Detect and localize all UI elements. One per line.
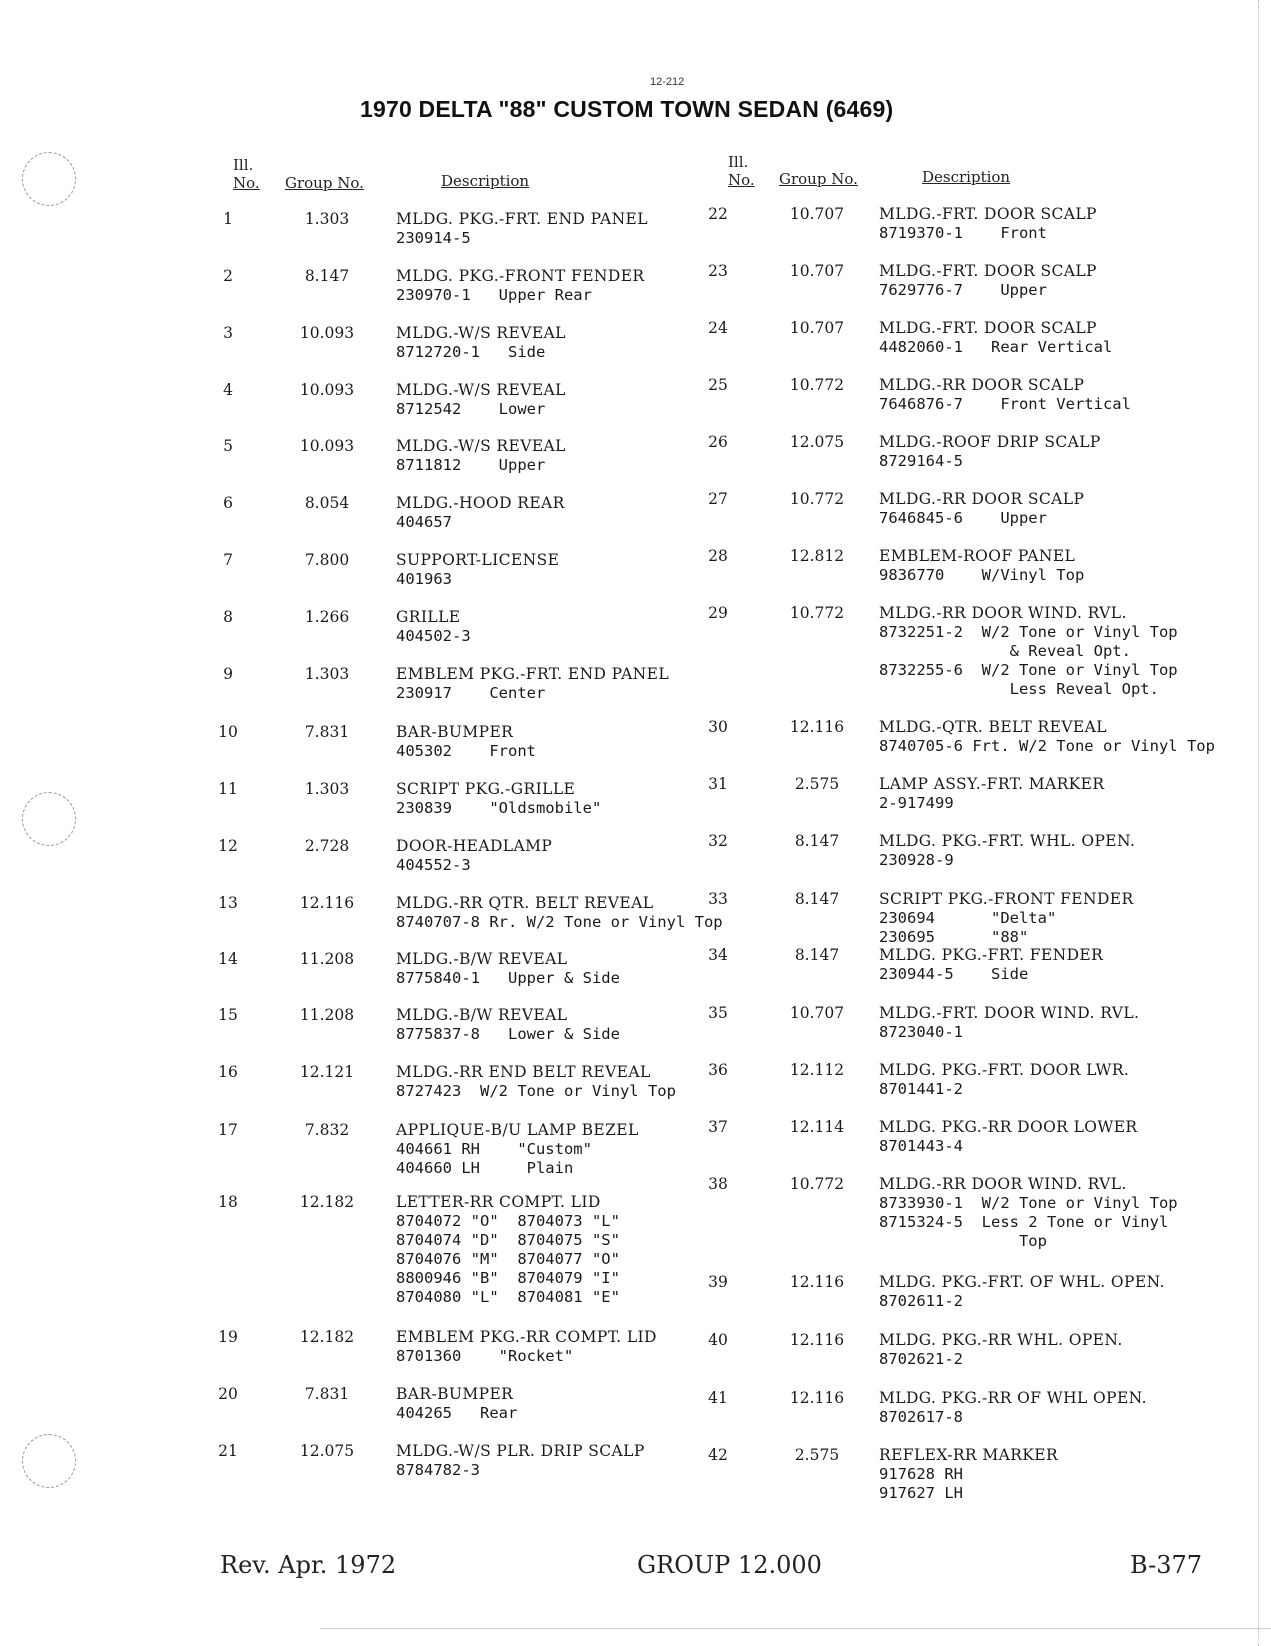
part-number-line: 230839 "Oldsmobile"	[396, 799, 602, 817]
group-number: 8.147	[304, 267, 350, 285]
ill-number: 12	[218, 837, 238, 855]
part-name: LETTER-RR COMPT. LID	[396, 1193, 601, 1211]
ill-number: 37	[708, 1118, 728, 1136]
ill-number: 27	[708, 490, 728, 508]
group-number: 7.800	[304, 551, 350, 569]
part-description	[396, 894, 723, 932]
ill-number: 20	[218, 1385, 238, 1403]
part-description	[879, 604, 1178, 699]
part-description	[879, 946, 1103, 984]
group-number: 12.116	[789, 718, 845, 736]
part-description	[879, 890, 1134, 947]
group-number: 7.832	[304, 1121, 350, 1139]
part-name: MLDG.-RR DOOR WIND. RVL.	[879, 604, 1127, 622]
ill-number: 32	[708, 832, 728, 850]
part-number-line: 404502-3	[396, 627, 471, 645]
ill-number: 40	[708, 1331, 728, 1349]
part-name: GRILLE	[396, 608, 461, 626]
part-name: MLDG.-B/W REVEAL	[396, 950, 568, 968]
part-description	[879, 490, 1084, 528]
header-description-left: Description	[441, 172, 530, 190]
part-name: MLDG.-HOOD REAR	[396, 494, 565, 512]
part-number-line: 8727423 W/2 Tone or Vinyl Top	[396, 1082, 676, 1100]
ill-number: 5	[223, 437, 233, 455]
part-description	[396, 780, 601, 818]
hole-punch-middle	[22, 792, 76, 846]
part-name: MLDG.-RR DOOR SCALP	[879, 376, 1085, 394]
part-description	[396, 837, 552, 875]
part-number-line: & Reveal Opt.	[879, 642, 1131, 660]
part-number-line: 230917 Center	[396, 684, 546, 702]
group-number: 10.772	[789, 376, 845, 394]
part-number-line: 8740707-8 Rr. W/2 Tone or Vinyl Top	[396, 913, 723, 931]
part-name: MLDG. PKG.-RR OF WHL OPEN.	[879, 1389, 1147, 1407]
part-name: MLDG.-RR END BELT REVEAL	[396, 1063, 651, 1081]
part-number-line: 8715324-5 Less 2 Tone or Vinyl	[879, 1213, 1169, 1231]
ill-number: 16	[218, 1063, 238, 1081]
part-name: EMBLEM-ROOF PANEL	[879, 547, 1076, 565]
ill-number: 39	[708, 1273, 728, 1291]
group-number: 12.116	[789, 1273, 845, 1291]
part-number-line: 8711812 Upper	[396, 456, 546, 474]
ill-number: 25	[708, 376, 728, 394]
group-number: 1.303	[304, 210, 350, 228]
header-group-left: Group No.	[285, 174, 364, 192]
part-description	[396, 267, 644, 305]
ill-number: 30	[708, 718, 728, 736]
part-number-line: 917628 RH	[879, 1465, 963, 1483]
part-description	[879, 433, 1101, 471]
part-name: MLDG. PKG.-FRT. OF WHL. OPEN.	[879, 1273, 1165, 1291]
part-name: MLDG.-RR DOOR SCALP	[879, 490, 1085, 508]
group-number: 10.707	[789, 205, 845, 223]
part-description	[879, 1118, 1138, 1156]
part-number-line: 4482060-1 Rear Vertical	[879, 338, 1113, 356]
ill-number: 22	[708, 205, 728, 223]
part-number-line: 8733930-1 W/2 Tone or Vinyl Top	[879, 1194, 1178, 1212]
ill-number: 17	[218, 1121, 238, 1139]
part-description	[396, 381, 566, 419]
group-number: 11.208	[299, 1006, 355, 1024]
ill-number: 3	[223, 324, 233, 342]
ill-number: 31	[708, 775, 728, 793]
ill-number: 21	[218, 1442, 238, 1460]
ill-number: 33	[708, 890, 728, 908]
ill-number: 1	[223, 210, 233, 228]
page-number: 12-212	[650, 76, 685, 88]
footer-revision: Rev. Apr. 1972	[220, 1551, 397, 1579]
group-number: 12.114	[789, 1118, 845, 1136]
part-name: MLDG. PKG.-RR DOOR LOWER	[879, 1118, 1138, 1136]
group-number: 12.075	[789, 433, 845, 451]
part-description	[879, 1273, 1165, 1311]
group-number: 2.575	[794, 775, 840, 793]
part-name: BAR-BUMPER	[396, 1385, 514, 1403]
part-description	[879, 1331, 1123, 1369]
group-number: 12.182	[299, 1193, 355, 1211]
group-number: 12.116	[789, 1389, 845, 1407]
part-number-line: 8719370-1 Front	[879, 224, 1047, 242]
ill-number: 26	[708, 433, 728, 451]
part-number-line: 230928-9	[879, 851, 954, 869]
part-name: MLDG.-B/W REVEAL	[396, 1006, 568, 1024]
ill-number: 23	[708, 262, 728, 280]
group-number: 10.707	[789, 319, 845, 337]
part-number-line: 7646876-7 Front Vertical	[879, 395, 1131, 413]
part-name: MLDG.-FRT. DOOR SCALP	[879, 319, 1097, 337]
part-description	[879, 832, 1135, 870]
part-number-line: 404661 RH "Custom"	[396, 1140, 592, 1158]
group-number: 10.707	[789, 1004, 845, 1022]
footer-group: GROUP 12.000	[637, 1551, 822, 1579]
part-name: LAMP ASSY.-FRT. MARKER	[879, 775, 1105, 793]
part-number-line: 8701441-2	[879, 1080, 963, 1098]
ill-number: 34	[708, 946, 728, 964]
part-number-line: 404660 LH Plain	[396, 1159, 574, 1177]
ill-number: 36	[708, 1061, 728, 1079]
ill-number: 24	[708, 319, 728, 337]
part-number-line: 8704076 "M" 8704077 "O"	[396, 1250, 620, 1268]
part-name: MLDG.-FRT. DOOR SCALP	[879, 205, 1097, 223]
ill-number: 6	[223, 494, 233, 512]
group-number: 10.093	[299, 324, 355, 342]
header-group-right: Group No.	[779, 170, 858, 188]
ill-number: 15	[218, 1006, 238, 1024]
part-name: SCRIPT PKG.-GRILLE	[396, 780, 576, 798]
part-description	[879, 1004, 1139, 1042]
part-number-line: 230914-5	[396, 229, 471, 247]
part-description	[879, 262, 1097, 300]
part-description	[879, 1389, 1147, 1427]
group-number: 7.831	[304, 723, 350, 741]
part-number-line: 8704074 "D" 8704075 "S"	[396, 1231, 620, 1249]
part-description	[396, 210, 648, 248]
part-description	[396, 665, 669, 703]
ill-number: 18	[218, 1193, 238, 1211]
part-description	[396, 1328, 657, 1366]
ill-number: 19	[218, 1328, 238, 1346]
ill-number: 42	[708, 1446, 728, 1464]
ill-number: 11	[218, 780, 238, 798]
part-number-line: 8712542 Lower	[396, 400, 546, 418]
part-number-line: 8740705-6 Frt. W/2 Tone or Vinyl Top	[879, 737, 1215, 755]
part-name: MLDG. PKG.-FRT. FENDER	[879, 946, 1104, 964]
group-number: 12.116	[299, 894, 355, 912]
part-number-line: Top	[879, 1232, 1047, 1250]
part-name: EMBLEM PKG.-RR COMPT. LID	[396, 1328, 657, 1346]
part-description	[879, 1175, 1178, 1251]
part-number-line: 8702617-8	[879, 1408, 963, 1426]
ill-number: 35	[708, 1004, 728, 1022]
part-description	[396, 1385, 517, 1423]
part-description	[396, 950, 620, 988]
part-number-line: 8784782-3	[396, 1461, 480, 1479]
part-name: APPLIQUE-B/U LAMP BEZEL	[396, 1121, 639, 1139]
part-name: MLDG. PKG.-FRONT FENDER	[396, 267, 645, 285]
part-name: EMBLEM PKG.-FRT. END PANEL	[396, 665, 670, 683]
part-number-line: 8775837-8 Lower & Side	[396, 1025, 620, 1043]
group-number: 8.147	[794, 890, 840, 908]
ill-number: 41	[708, 1389, 728, 1407]
part-number-line: 230970-1 Upper Rear	[396, 286, 592, 304]
group-number: 12.121	[299, 1063, 355, 1081]
part-name: SCRIPT PKG.-FRONT FENDER	[879, 890, 1134, 908]
part-name: MLDG.-W/S REVEAL	[396, 324, 566, 342]
part-name: REFLEX-RR MARKER	[879, 1446, 1059, 1464]
part-number-line: 8712720-1 Side	[396, 343, 546, 361]
part-description	[879, 775, 1104, 813]
part-name: MLDG.-W/S PLR. DRIP SCALP	[396, 1442, 645, 1460]
part-number-line: 8701360 "Rocket"	[396, 1347, 574, 1365]
ill-number: 2	[223, 267, 233, 285]
part-number-line: 8732251-2 W/2 Tone or Vinyl Top	[879, 623, 1178, 641]
group-number: 1.266	[304, 608, 350, 626]
group-number: 12.116	[789, 1331, 845, 1349]
part-name: MLDG. PKG.-FRT. DOOR LWR.	[879, 1061, 1130, 1079]
part-number-line: 917627 LH	[879, 1484, 963, 1502]
group-number: 8.147	[794, 946, 840, 964]
part-name: MLDG.-QTR. BELT REVEAL	[879, 718, 1107, 736]
part-name: MLDG.-RR QTR. BELT REVEAL	[396, 894, 654, 912]
group-number: 2.575	[794, 1446, 840, 1464]
group-number: 8.147	[794, 832, 840, 850]
group-number: 1.303	[304, 780, 350, 798]
group-number: 10.707	[789, 262, 845, 280]
ill-number: 10	[218, 723, 238, 741]
ill-number: 28	[708, 547, 728, 565]
ill-number: 29	[708, 604, 728, 622]
part-description	[879, 718, 1215, 756]
part-number-line: 230944-5 Side	[879, 965, 1029, 983]
ill-number: 14	[218, 950, 238, 968]
part-name: DOOR-HEADLAMP	[396, 837, 553, 855]
group-number: 12.812	[789, 547, 845, 565]
part-name: MLDG.-FRT. DOOR SCALP	[879, 262, 1097, 280]
group-number: 7.831	[304, 1385, 350, 1403]
part-number-line: 9836770 W/Vinyl Top	[879, 566, 1085, 584]
part-number-line: 8729164-5	[879, 452, 963, 470]
group-number: 12.182	[299, 1328, 355, 1346]
part-description	[879, 1446, 1058, 1503]
ill-number: 7	[223, 551, 233, 569]
part-description	[396, 437, 566, 475]
part-name: SUPPORT-LICENSE	[396, 551, 560, 569]
ill-number: 9	[223, 665, 233, 683]
group-number: 12.075	[299, 1442, 355, 1460]
part-description	[396, 1121, 639, 1178]
part-number-line: 401963	[396, 570, 452, 588]
part-number-line: 8800946 "B" 8704079 "I"	[396, 1269, 620, 1287]
part-number-line: 404657	[396, 513, 452, 531]
part-name: MLDG. PKG.-FRT. WHL. OPEN.	[879, 832, 1136, 850]
part-description	[396, 551, 559, 589]
group-number: 10.093	[299, 437, 355, 455]
group-number: 10.093	[299, 381, 355, 399]
part-name: MLDG. PKG.-FRT. END PANEL	[396, 210, 648, 228]
page-title: 1970 DELTA "88" CUSTOM TOWN SEDAN (6469)	[360, 96, 894, 122]
part-description	[879, 1061, 1129, 1099]
part-description	[396, 494, 565, 532]
part-number-line: 8775840-1 Upper & Side	[396, 969, 620, 987]
part-number-line: 8723040-1	[879, 1023, 963, 1041]
part-description	[396, 324, 566, 362]
part-description	[396, 1193, 620, 1307]
ill-number: 4	[223, 381, 233, 399]
footer-page-code: B-377	[1130, 1551, 1202, 1579]
part-number-line: 405302 Front	[396, 742, 536, 760]
group-number: 11.208	[299, 950, 355, 968]
group-number: 10.772	[789, 490, 845, 508]
part-name: MLDG.-ROOF DRIP SCALP	[879, 433, 1101, 451]
header-ill-no-left: Ill. No.	[233, 156, 260, 192]
part-number-line: 230694 "Delta"	[879, 909, 1057, 927]
part-number-line: 404552-3	[396, 856, 471, 874]
hole-punch-bottom	[22, 1434, 76, 1488]
group-number: 2.728	[304, 837, 350, 855]
page-edge	[1258, 0, 1260, 1646]
part-name: MLDG. PKG.-RR WHL. OPEN.	[879, 1331, 1123, 1349]
group-number: 1.303	[304, 665, 350, 683]
part-description	[879, 547, 1084, 585]
part-number-line: 404265 Rear	[396, 1404, 518, 1422]
ill-number: 8	[223, 608, 233, 626]
part-description	[396, 1063, 676, 1101]
group-number: 10.772	[789, 1175, 845, 1193]
part-description	[396, 608, 471, 646]
ill-number: 38	[708, 1175, 728, 1193]
part-number-line: 8702611-2	[879, 1292, 963, 1310]
group-number: 10.772	[789, 604, 845, 622]
part-description	[396, 723, 536, 761]
part-number-line: 8701443-4	[879, 1137, 963, 1155]
hole-punch-top	[22, 152, 76, 206]
part-number-line: 7646845-6 Upper	[879, 509, 1047, 527]
part-description	[879, 319, 1112, 357]
part-number-line: 7629776-7 Upper	[879, 281, 1047, 299]
part-number-line: 8732255-6 W/2 Tone or Vinyl Top	[879, 661, 1178, 679]
part-description	[396, 1006, 620, 1044]
part-number-line: 8704072 "O" 8704073 "L"	[396, 1212, 620, 1230]
group-number: 12.112	[789, 1061, 845, 1079]
ill-number: 13	[218, 894, 238, 912]
group-number: 8.054	[304, 494, 350, 512]
part-description	[879, 205, 1097, 243]
part-description	[396, 1442, 645, 1480]
scan-edge-line	[320, 1628, 1271, 1630]
part-name: MLDG.-FRT. DOOR WIND. RVL.	[879, 1004, 1140, 1022]
part-number-line: 8704080 "L" 8704081 "E"	[396, 1288, 620, 1306]
part-number-line: 230695 "88"	[879, 928, 1029, 946]
part-name: BAR-BUMPER	[396, 723, 514, 741]
header-ill-no-right: Ill. No.	[728, 153, 755, 189]
header-description-right: Description	[922, 168, 1011, 186]
part-name: MLDG.-W/S REVEAL	[396, 381, 566, 399]
part-number-line: 2-917499	[879, 794, 954, 812]
part-number-line: Less Reveal Opt.	[879, 680, 1159, 698]
part-number-line: 8702621-2	[879, 1350, 963, 1368]
part-name: MLDG.-RR DOOR WIND. RVL.	[879, 1175, 1127, 1193]
part-description	[879, 376, 1131, 414]
part-name: MLDG.-W/S REVEAL	[396, 437, 566, 455]
